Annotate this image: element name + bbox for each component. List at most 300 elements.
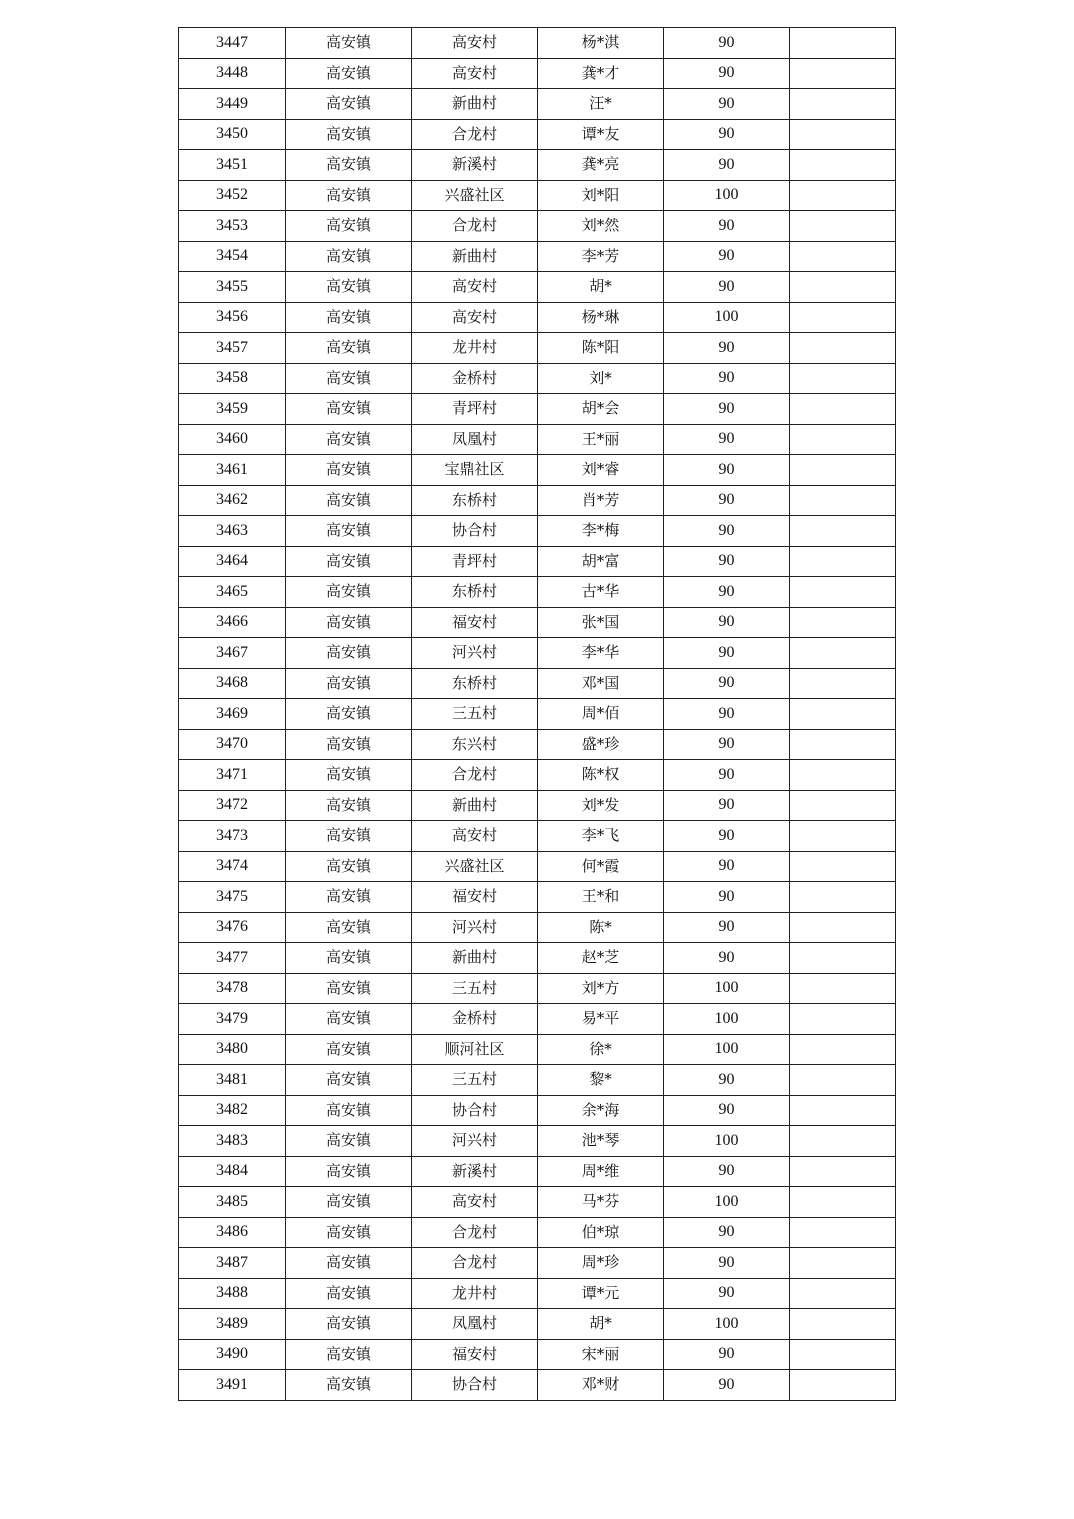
serial-number-cell: 3447 (179, 28, 286, 59)
remark-cell (790, 1065, 896, 1096)
serial-number-cell: 3462 (179, 485, 286, 516)
person-name-cell: 邓*国 (538, 668, 664, 699)
table-row (179, 1004, 896, 1035)
table-row (179, 607, 896, 638)
amount-cell: 90 (664, 1217, 790, 1248)
amount-cell: 90 (664, 455, 790, 486)
remark-cell (790, 394, 896, 425)
village-cell: 高安村 (412, 1187, 538, 1218)
remark-cell (790, 882, 896, 913)
table-row (179, 546, 896, 577)
serial-number-cell: 3466 (179, 607, 286, 638)
person-name-cell: 龚*才 (538, 58, 664, 89)
amount-cell: 90 (664, 577, 790, 608)
person-name-cell: 易*平 (538, 1004, 664, 1035)
person-name-cell: 刘*然 (538, 211, 664, 242)
serial-number-cell: 3467 (179, 638, 286, 669)
remark-cell (790, 1217, 896, 1248)
remark-cell (790, 333, 896, 364)
person-name-cell: 周*维 (538, 1156, 664, 1187)
amount-cell: 90 (664, 1156, 790, 1187)
table-row (179, 333, 896, 364)
table-row (179, 943, 896, 974)
remark-cell (790, 577, 896, 608)
roster-table (178, 27, 896, 1401)
person-name-cell: 徐* (538, 1034, 664, 1065)
amount-cell: 90 (664, 790, 790, 821)
table-row (179, 851, 896, 882)
person-name-cell: 谭*友 (538, 119, 664, 150)
person-name-cell: 李*梅 (538, 516, 664, 547)
village-cell: 东桥村 (412, 668, 538, 699)
remark-cell (790, 516, 896, 547)
table-row (179, 424, 896, 455)
town-cell: 高安镇 (286, 638, 412, 669)
serial-number-cell: 3454 (179, 241, 286, 272)
amount-cell: 100 (664, 1126, 790, 1157)
remark-cell (790, 28, 896, 59)
village-cell: 河兴村 (412, 638, 538, 669)
table-row (179, 790, 896, 821)
amount-cell: 100 (664, 973, 790, 1004)
remark-cell (790, 119, 896, 150)
table-row (179, 1034, 896, 1065)
town-cell: 高安镇 (286, 1065, 412, 1096)
village-cell: 河兴村 (412, 1126, 538, 1157)
remark-cell (790, 1034, 896, 1065)
table-row (179, 150, 896, 181)
town-cell: 高安镇 (286, 1370, 412, 1401)
remark-cell (790, 851, 896, 882)
town-cell: 高安镇 (286, 973, 412, 1004)
serial-number-cell: 3483 (179, 1126, 286, 1157)
town-cell: 高安镇 (286, 1339, 412, 1370)
amount-cell: 90 (664, 333, 790, 364)
table-row (179, 1248, 896, 1279)
serial-number-cell: 3485 (179, 1187, 286, 1218)
amount-cell: 90 (664, 821, 790, 852)
remark-cell (790, 211, 896, 242)
table-row (179, 89, 896, 120)
amount-cell: 90 (664, 1339, 790, 1370)
amount-cell: 90 (664, 1370, 790, 1401)
serial-number-cell: 3460 (179, 424, 286, 455)
person-name-cell: 陈* (538, 912, 664, 943)
person-name-cell: 李*飞 (538, 821, 664, 852)
remark-cell (790, 607, 896, 638)
person-name-cell: 陈*权 (538, 760, 664, 791)
village-cell: 三五村 (412, 1065, 538, 1096)
amount-cell: 90 (664, 424, 790, 455)
person-name-cell: 王*丽 (538, 424, 664, 455)
serial-number-cell: 3477 (179, 943, 286, 974)
table-row (179, 1278, 896, 1309)
table-row (179, 729, 896, 760)
serial-number-cell: 3468 (179, 668, 286, 699)
village-cell: 高安村 (412, 272, 538, 303)
village-cell: 凤凰村 (412, 424, 538, 455)
village-cell: 协合村 (412, 1095, 538, 1126)
town-cell: 高安镇 (286, 882, 412, 913)
town-cell: 高安镇 (286, 211, 412, 242)
remark-cell (790, 1248, 896, 1279)
person-name-cell: 邓*财 (538, 1370, 664, 1401)
table-row (179, 1187, 896, 1218)
table-row (179, 394, 896, 425)
table-row (179, 577, 896, 608)
amount-cell: 90 (664, 546, 790, 577)
serial-number-cell: 3452 (179, 180, 286, 211)
amount-cell: 90 (664, 272, 790, 303)
town-cell: 高安镇 (286, 1126, 412, 1157)
town-cell: 高安镇 (286, 729, 412, 760)
person-name-cell: 池*琴 (538, 1126, 664, 1157)
town-cell: 高安镇 (286, 760, 412, 791)
remark-cell (790, 699, 896, 730)
village-cell: 东桥村 (412, 577, 538, 608)
town-cell: 高安镇 (286, 1004, 412, 1035)
remark-cell (790, 272, 896, 303)
serial-number-cell: 3479 (179, 1004, 286, 1035)
amount-cell: 100 (664, 1034, 790, 1065)
village-cell: 新溪村 (412, 150, 538, 181)
village-cell: 新曲村 (412, 89, 538, 120)
person-name-cell: 马*芬 (538, 1187, 664, 1218)
town-cell: 高安镇 (286, 272, 412, 303)
town-cell: 高安镇 (286, 1278, 412, 1309)
serial-number-cell: 3470 (179, 729, 286, 760)
table-row (179, 1309, 896, 1340)
town-cell: 高安镇 (286, 241, 412, 272)
village-cell: 宝鼎社区 (412, 455, 538, 486)
village-cell: 福安村 (412, 607, 538, 638)
village-cell: 兴盛社区 (412, 851, 538, 882)
serial-number-cell: 3450 (179, 119, 286, 150)
table-row (179, 272, 896, 303)
table-row (179, 1217, 896, 1248)
town-cell: 高安镇 (286, 1217, 412, 1248)
amount-cell: 90 (664, 211, 790, 242)
remark-cell (790, 638, 896, 669)
serial-number-cell: 3474 (179, 851, 286, 882)
remark-cell (790, 912, 896, 943)
person-name-cell: 刘* (538, 363, 664, 394)
town-cell: 高安镇 (286, 333, 412, 364)
serial-number-cell: 3472 (179, 790, 286, 821)
person-name-cell: 王*和 (538, 882, 664, 913)
remark-cell (790, 729, 896, 760)
table-row (179, 1095, 896, 1126)
table-row (179, 28, 896, 59)
amount-cell: 90 (664, 1278, 790, 1309)
person-name-cell: 李*华 (538, 638, 664, 669)
village-cell: 新曲村 (412, 241, 538, 272)
serial-number-cell: 3471 (179, 760, 286, 791)
village-cell: 三五村 (412, 699, 538, 730)
person-name-cell: 宋*丽 (538, 1339, 664, 1370)
amount-cell: 90 (664, 119, 790, 150)
remark-cell (790, 790, 896, 821)
town-cell: 高安镇 (286, 790, 412, 821)
table-row (179, 1370, 896, 1401)
person-name-cell: 刘*方 (538, 973, 664, 1004)
town-cell: 高安镇 (286, 1095, 412, 1126)
serial-number-cell: 3491 (179, 1370, 286, 1401)
amount-cell: 90 (664, 912, 790, 943)
person-name-cell: 胡* (538, 272, 664, 303)
remark-cell (790, 821, 896, 852)
town-cell: 高安镇 (286, 485, 412, 516)
person-name-cell: 伯*琼 (538, 1217, 664, 1248)
person-name-cell: 刘*阳 (538, 180, 664, 211)
amount-cell: 90 (664, 394, 790, 425)
village-cell: 青坪村 (412, 546, 538, 577)
amount-cell: 90 (664, 729, 790, 760)
table-row (179, 241, 896, 272)
village-cell: 金桥村 (412, 363, 538, 394)
village-cell: 东桥村 (412, 485, 538, 516)
table-row (179, 699, 896, 730)
village-cell: 三五村 (412, 973, 538, 1004)
village-cell: 高安村 (412, 821, 538, 852)
village-cell: 合龙村 (412, 760, 538, 791)
serial-number-cell: 3459 (179, 394, 286, 425)
serial-number-cell: 3475 (179, 882, 286, 913)
person-name-cell: 周*佰 (538, 699, 664, 730)
remark-cell (790, 180, 896, 211)
amount-cell: 100 (664, 1309, 790, 1340)
amount-cell: 100 (664, 302, 790, 333)
village-cell: 福安村 (412, 1339, 538, 1370)
amount-cell: 90 (664, 363, 790, 394)
table-row (179, 882, 896, 913)
amount-cell: 100 (664, 180, 790, 211)
town-cell: 高安镇 (286, 1187, 412, 1218)
remark-cell (790, 760, 896, 791)
town-cell: 高安镇 (286, 119, 412, 150)
amount-cell: 90 (664, 882, 790, 913)
remark-cell (790, 1095, 896, 1126)
town-cell: 高安镇 (286, 363, 412, 394)
town-cell: 高安镇 (286, 607, 412, 638)
person-name-cell: 陈*阳 (538, 333, 664, 364)
remark-cell (790, 241, 896, 272)
remark-cell (790, 668, 896, 699)
amount-cell: 90 (664, 1248, 790, 1279)
town-cell: 高安镇 (286, 851, 412, 882)
serial-number-cell: 3463 (179, 516, 286, 547)
serial-number-cell: 3473 (179, 821, 286, 852)
village-cell: 顺河社区 (412, 1034, 538, 1065)
person-name-cell: 刘*发 (538, 790, 664, 821)
person-name-cell: 黎* (538, 1065, 664, 1096)
remark-cell (790, 1278, 896, 1309)
serial-number-cell: 3481 (179, 1065, 286, 1096)
table-row (179, 912, 896, 943)
amount-cell: 90 (664, 58, 790, 89)
serial-number-cell: 3482 (179, 1095, 286, 1126)
village-cell: 合龙村 (412, 1217, 538, 1248)
amount-cell: 90 (664, 607, 790, 638)
town-cell: 高安镇 (286, 180, 412, 211)
person-name-cell: 古*华 (538, 577, 664, 608)
serial-number-cell: 3484 (179, 1156, 286, 1187)
amount-cell: 90 (664, 1065, 790, 1096)
table-row (179, 668, 896, 699)
village-cell: 福安村 (412, 882, 538, 913)
remark-cell (790, 1126, 896, 1157)
serial-number-cell: 3476 (179, 912, 286, 943)
person-name-cell: 杨*淇 (538, 28, 664, 59)
town-cell: 高安镇 (286, 455, 412, 486)
town-cell: 高安镇 (286, 150, 412, 181)
table-row (179, 211, 896, 242)
town-cell: 高安镇 (286, 394, 412, 425)
remark-cell (790, 1187, 896, 1218)
town-cell: 高安镇 (286, 943, 412, 974)
person-name-cell: 肖*芳 (538, 485, 664, 516)
table-row (179, 302, 896, 333)
town-cell: 高安镇 (286, 424, 412, 455)
amount-cell: 90 (664, 760, 790, 791)
village-cell: 高安村 (412, 302, 538, 333)
remark-cell (790, 455, 896, 486)
remark-cell (790, 58, 896, 89)
town-cell: 高安镇 (286, 1248, 412, 1279)
village-cell: 合龙村 (412, 119, 538, 150)
table-row (179, 485, 896, 516)
remark-cell (790, 1309, 896, 1340)
serial-number-cell: 3456 (179, 302, 286, 333)
town-cell: 高安镇 (286, 668, 412, 699)
remark-cell (790, 302, 896, 333)
amount-cell: 90 (664, 668, 790, 699)
serial-number-cell: 3489 (179, 1309, 286, 1340)
roster-table-body (179, 28, 896, 1401)
serial-number-cell: 3490 (179, 1339, 286, 1370)
town-cell: 高安镇 (286, 28, 412, 59)
remark-cell (790, 546, 896, 577)
town-cell: 高安镇 (286, 1156, 412, 1187)
table-row (179, 638, 896, 669)
table-row (179, 1065, 896, 1096)
amount-cell: 90 (664, 699, 790, 730)
amount-cell: 90 (664, 1095, 790, 1126)
person-name-cell: 龚*亮 (538, 150, 664, 181)
town-cell: 高安镇 (286, 516, 412, 547)
town-cell: 高安镇 (286, 912, 412, 943)
village-cell: 龙井村 (412, 1278, 538, 1309)
village-cell: 河兴村 (412, 912, 538, 943)
village-cell: 龙井村 (412, 333, 538, 364)
person-name-cell: 盛*珍 (538, 729, 664, 760)
village-cell: 兴盛社区 (412, 180, 538, 211)
person-name-cell: 杨*琳 (538, 302, 664, 333)
person-name-cell: 赵*芝 (538, 943, 664, 974)
person-name-cell: 周*珍 (538, 1248, 664, 1279)
table-row (179, 180, 896, 211)
person-name-cell: 刘*睿 (538, 455, 664, 486)
serial-number-cell: 3464 (179, 546, 286, 577)
person-name-cell: 汪* (538, 89, 664, 120)
town-cell: 高安镇 (286, 1309, 412, 1340)
village-cell: 新曲村 (412, 943, 538, 974)
village-cell: 东兴村 (412, 729, 538, 760)
village-cell: 新溪村 (412, 1156, 538, 1187)
serial-number-cell: 3461 (179, 455, 286, 486)
person-name-cell: 何*霞 (538, 851, 664, 882)
remark-cell (790, 363, 896, 394)
table-row (179, 1156, 896, 1187)
serial-number-cell: 3457 (179, 333, 286, 364)
serial-number-cell: 3480 (179, 1034, 286, 1065)
village-cell: 合龙村 (412, 211, 538, 242)
remark-cell (790, 485, 896, 516)
serial-number-cell: 3478 (179, 973, 286, 1004)
serial-number-cell: 3455 (179, 272, 286, 303)
town-cell: 高安镇 (286, 58, 412, 89)
serial-number-cell: 3486 (179, 1217, 286, 1248)
table-row (179, 973, 896, 1004)
remark-cell (790, 1004, 896, 1035)
remark-cell (790, 973, 896, 1004)
person-name-cell: 张*国 (538, 607, 664, 638)
table-row (179, 760, 896, 791)
serial-number-cell: 3465 (179, 577, 286, 608)
serial-number-cell: 3469 (179, 699, 286, 730)
person-name-cell: 李*芳 (538, 241, 664, 272)
table-row (179, 1126, 896, 1157)
remark-cell (790, 89, 896, 120)
table-row (179, 516, 896, 547)
village-cell: 合龙村 (412, 1248, 538, 1279)
village-cell: 高安村 (412, 58, 538, 89)
table-row (179, 455, 896, 486)
person-name-cell: 谭*元 (538, 1278, 664, 1309)
serial-number-cell: 3448 (179, 58, 286, 89)
person-name-cell: 胡*会 (538, 394, 664, 425)
amount-cell: 90 (664, 89, 790, 120)
town-cell: 高安镇 (286, 821, 412, 852)
amount-cell: 90 (664, 943, 790, 974)
serial-number-cell: 3488 (179, 1278, 286, 1309)
serial-number-cell: 3449 (179, 89, 286, 120)
village-cell: 协合村 (412, 1370, 538, 1401)
person-name-cell: 胡*富 (538, 546, 664, 577)
remark-cell (790, 1339, 896, 1370)
amount-cell: 90 (664, 638, 790, 669)
town-cell: 高安镇 (286, 302, 412, 333)
town-cell: 高安镇 (286, 546, 412, 577)
town-cell: 高安镇 (286, 1034, 412, 1065)
amount-cell: 90 (664, 485, 790, 516)
village-cell: 新曲村 (412, 790, 538, 821)
serial-number-cell: 3453 (179, 211, 286, 242)
remark-cell (790, 424, 896, 455)
town-cell: 高安镇 (286, 577, 412, 608)
town-cell: 高安镇 (286, 89, 412, 120)
amount-cell: 90 (664, 241, 790, 272)
table-row (179, 821, 896, 852)
table-row (179, 58, 896, 89)
amount-cell: 100 (664, 1187, 790, 1218)
amount-cell: 100 (664, 1004, 790, 1035)
village-cell: 协合村 (412, 516, 538, 547)
person-name-cell: 胡* (538, 1309, 664, 1340)
village-cell: 金桥村 (412, 1004, 538, 1035)
serial-number-cell: 3451 (179, 150, 286, 181)
amount-cell: 90 (664, 150, 790, 181)
